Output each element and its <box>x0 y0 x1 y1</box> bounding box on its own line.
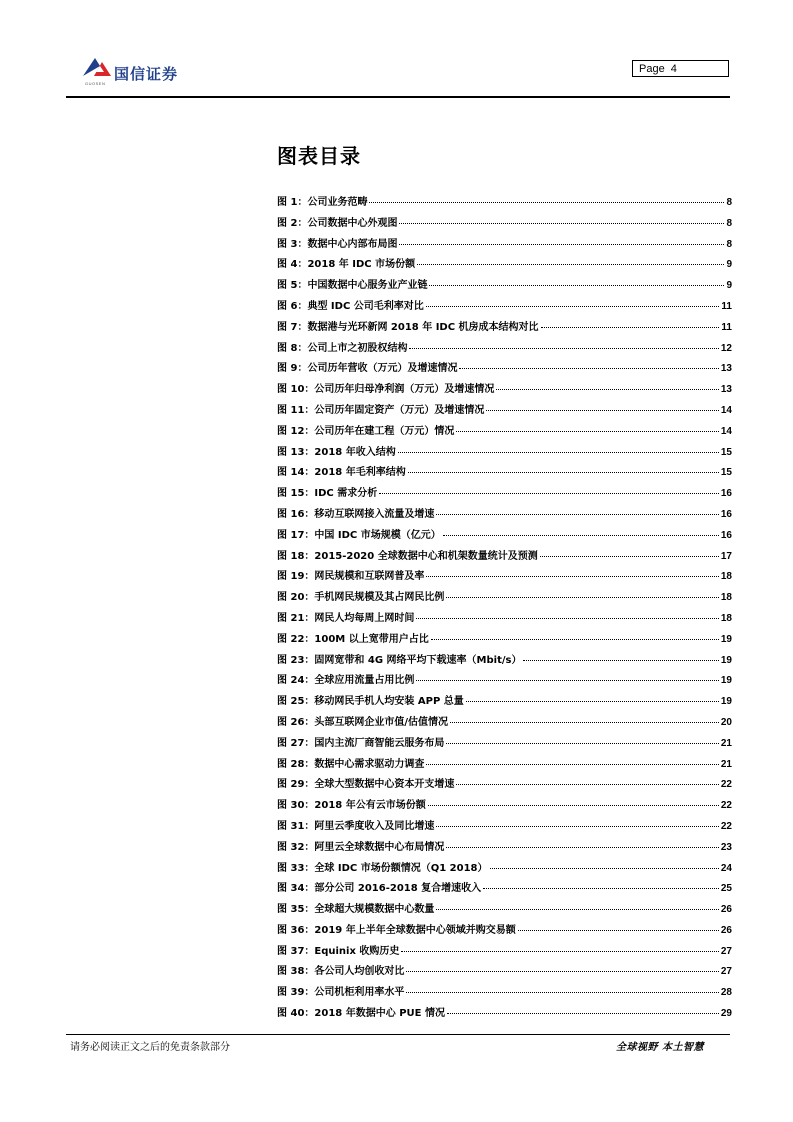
toc-dot-leader <box>431 639 719 640</box>
toc-entry-page: 26 <box>720 924 732 936</box>
toc-entry-label: 图 2：公司数据中心外观图 <box>277 217 398 229</box>
toc-entry-page: 20 <box>720 716 732 728</box>
toc-dot-leader <box>399 244 724 245</box>
logo-mark-icon <box>80 54 114 82</box>
toc-entry[interactable] <box>277 651 732 672</box>
toc-entry-page: 19 <box>720 633 732 645</box>
toc-entry-label: 图 27：国内主流厂商智能云服务布局 <box>277 737 445 749</box>
toc-entry-label: 图 20：手机网民规模及其占网民比例 <box>277 592 445 604</box>
toc-entry-page: 12 <box>720 342 732 354</box>
toc-entry-label: 图 16：移动互联网接入流量及增速 <box>277 508 435 520</box>
toc-entry-label: 图 4：2018 年 IDC 市场份额 <box>277 259 416 271</box>
toc-entry[interactable] <box>277 775 732 796</box>
toc-entry-label: 图 22：100M 以上宽带用户占比 <box>277 633 429 645</box>
toc-dot-leader <box>408 472 719 473</box>
toc-dot-leader <box>436 826 718 827</box>
toc-entry[interactable] <box>277 630 732 651</box>
page-number: 4 <box>670 63 677 75</box>
toc-entry-page: 9 <box>726 280 732 292</box>
toc-entry-page: 23 <box>720 841 732 853</box>
toc-entry-label: 图 36：2019 年上半年全球数据中心领域并购交易额 <box>277 924 516 936</box>
toc-entry[interactable] <box>277 401 732 422</box>
toc-entry-label: 图 31：阿里云季度收入及同比增速 <box>277 820 435 832</box>
toc-dot-leader <box>443 535 719 536</box>
toc-entry[interactable] <box>277 983 732 1004</box>
toc-entry[interactable] <box>277 796 732 817</box>
toc-dot-leader <box>428 805 719 806</box>
toc-entry-label: 图 18：2015-2020 全球数据中心和机架数量统计及预测 <box>277 550 538 562</box>
toc-entry-page: 16 <box>720 529 732 541</box>
toc-dot-leader <box>379 493 719 494</box>
toc-entry-label: 图 1：公司业务范畴 <box>277 197 368 208</box>
toc-entry-label: 图 32：阿里云全球数据中心布局情况 <box>277 841 445 853</box>
toc-dot-leader <box>540 556 719 557</box>
toc-entry-label: 图 17：中国 IDC 市场规模（亿元） <box>277 529 441 541</box>
page-indicator <box>632 60 729 77</box>
toc-dot-leader <box>486 410 718 411</box>
footer-disclaimer: 请务必阅读正文之后的免责条款部分 <box>70 1042 230 1053</box>
toc-entry[interactable] <box>277 193 732 214</box>
toc-entry[interactable] <box>277 879 732 900</box>
toc-entry-label: 图 25：移动网民手机人均安装 APP 总量 <box>277 696 464 708</box>
toc-entry-page: 14 <box>720 404 732 416</box>
toc-dot-leader <box>401 951 718 952</box>
toc-entry-label: 图 39：公司机柜利用率水平 <box>277 987 405 999</box>
toc-entry[interactable] <box>277 276 732 297</box>
toc-entry-page: 8 <box>726 197 732 208</box>
toc-entry[interactable] <box>277 755 732 776</box>
toc-entry-page: 22 <box>720 779 732 791</box>
toc-entry-page: 13 <box>720 363 732 375</box>
toc-entry-page: 24 <box>720 862 732 874</box>
toc-dot-leader <box>436 514 718 515</box>
toc-dot-leader <box>456 431 718 432</box>
toc-entry-page: 25 <box>720 883 732 895</box>
toc-entry[interactable] <box>277 567 732 588</box>
toc-dot-leader <box>459 368 718 369</box>
toc-entry[interactable] <box>277 235 732 256</box>
toc-entry[interactable] <box>277 422 732 443</box>
toc-dot-leader <box>450 722 719 723</box>
toc-dot-leader <box>541 327 720 328</box>
logo-text: 国信证券 <box>114 65 179 83</box>
toc-entry-page: 17 <box>720 550 732 562</box>
toc-entry-page: 29 <box>720 1008 732 1020</box>
toc-entry-label: 图 24：全球应用流量占用比例 <box>277 675 415 687</box>
toc-dot-leader <box>409 348 718 349</box>
toc-entry-label: 图 8：公司上市之初股权结构 <box>277 342 408 354</box>
toc-entry[interactable] <box>277 318 732 339</box>
footer-divider <box>66 1034 730 1035</box>
toc-entry-label: 图 3：数据中心内部布局图 <box>277 238 398 250</box>
toc-dot-leader <box>466 701 719 702</box>
toc-entry-page: 28 <box>720 987 732 999</box>
toc-entry-page: 21 <box>720 758 732 770</box>
page-label: Page <box>639 63 665 75</box>
toc-entry[interactable] <box>277 900 732 921</box>
toc-dot-leader <box>406 971 718 972</box>
toc-dot-leader <box>496 389 718 390</box>
toc-dot-leader <box>406 992 718 993</box>
toc-entry-page: 22 <box>720 800 732 812</box>
toc-entry-page: 11 <box>721 300 732 312</box>
toc-dot-leader <box>426 576 718 577</box>
toc-entry-label: 图 11：公司历年固定资产（万元）及增速情况 <box>277 404 485 416</box>
toc-entry-page: 8 <box>726 217 732 229</box>
toc-entry-page: 21 <box>720 737 732 749</box>
toc-entry-label: 图 19：网民规模和互联网普及率 <box>277 571 425 583</box>
toc-entry-page: 8 <box>726 238 732 250</box>
toc-entry-page: 27 <box>720 945 732 957</box>
toc-entry-label: 图 33：全球 IDC 市场份额情况（Q1 2018） <box>277 862 488 874</box>
toc-dot-leader <box>446 847 718 848</box>
logo-subtext: GUOSEN <box>85 81 106 86</box>
toc-entry-page: 19 <box>720 696 732 708</box>
toc-entry[interactable] <box>277 692 732 713</box>
toc-entry[interactable] <box>277 380 732 401</box>
toc-entry[interactable] <box>277 443 732 464</box>
toc-entry-label: 图 21：网民人均每周上网时间 <box>277 612 415 624</box>
table-of-figures <box>277 193 732 1025</box>
toc-dot-leader <box>417 264 724 265</box>
toc-dot-leader <box>399 223 724 224</box>
toc-entry[interactable] <box>277 484 732 505</box>
toc-entry-page: 18 <box>720 592 732 604</box>
toc-dot-leader <box>369 202 724 203</box>
toc-entry-page: 11 <box>721 321 732 333</box>
toc-entry[interactable] <box>277 359 732 380</box>
toc-dot-leader <box>426 306 720 307</box>
toc-entry[interactable] <box>277 547 732 568</box>
toc-dot-leader <box>483 888 719 889</box>
toc-entry[interactable] <box>277 463 732 484</box>
toc-entry[interactable] <box>277 609 732 630</box>
toc-entry-label: 图 38：各公司人均创收对比 <box>277 966 405 978</box>
toc-entry-page: 26 <box>720 904 732 916</box>
toc-entry-label: 图 35：全球超大规模数据中心数量 <box>277 904 435 916</box>
toc-entry-label: 图 9：公司历年营收（万元）及增速情况 <box>277 363 458 375</box>
toc-entry-page: 13 <box>720 384 732 396</box>
toc-entry-label: 图 12：公司历年在建工程（万元）情况 <box>277 425 455 437</box>
toc-entry[interactable] <box>277 526 732 547</box>
toc-dot-leader <box>518 930 719 931</box>
toc-entry-page: 16 <box>720 508 732 520</box>
toc-entry-label: 图 28：数据中心需求驱动力调查 <box>277 758 425 770</box>
toc-entry[interactable] <box>277 838 732 859</box>
toc-entry[interactable] <box>277 255 732 276</box>
toc-dot-leader <box>447 1013 719 1014</box>
toc-entry-label: 图 37：Equinix 收购历史 <box>277 945 400 957</box>
toc-entry-label: 图 15：IDC 需求分析 <box>277 488 378 500</box>
toc-entry-label: 图 23：固网宽带和 4G 网络平均下载速率（Mbit/s） <box>277 654 522 666</box>
toc-entry-label: 图 29：全球大型数据中心资本开支增速 <box>277 779 455 791</box>
toc-dot-leader <box>446 597 718 598</box>
toc-entry[interactable] <box>277 942 732 963</box>
toc-entry-page: 15 <box>720 446 732 458</box>
toc-entry[interactable] <box>277 962 732 983</box>
toc-entry[interactable] <box>277 921 732 942</box>
toc-entry[interactable] <box>277 734 732 755</box>
toc-entry[interactable] <box>277 214 732 235</box>
toc-dot-leader <box>416 680 718 681</box>
toc-entry-label: 图 34：部分公司 2016-2018 复合增速收入 <box>277 883 482 895</box>
toc-entry[interactable] <box>277 339 732 360</box>
toc-dot-leader <box>416 618 718 619</box>
toc-entry-page: 27 <box>720 966 732 978</box>
toc-entry[interactable] <box>277 1004 732 1025</box>
toc-entry-page: 14 <box>720 425 732 437</box>
toc-entry[interactable] <box>277 297 732 318</box>
toc-entry-label: 图 40：2018 年数据中心 PUE 情况 <box>277 1008 445 1020</box>
toc-entry-label: 图 14：2018 年毛利率结构 <box>277 467 406 479</box>
toc-entry-page: 18 <box>720 571 732 583</box>
toc-dot-leader <box>490 868 719 869</box>
toc-dot-leader <box>523 660 718 661</box>
toc-dot-leader <box>429 285 724 286</box>
toc-dot-leader <box>456 784 718 785</box>
toc-entry-label: 图 13：2018 年收入结构 <box>277 446 396 458</box>
toc-entry[interactable] <box>277 588 732 609</box>
toc-entry[interactable] <box>277 713 732 734</box>
toc-entry-page: 19 <box>720 654 732 666</box>
page-title: 图表目录 <box>277 144 361 168</box>
toc-dot-leader <box>398 452 719 453</box>
toc-entry-page: 16 <box>720 488 732 500</box>
toc-entry-page: 15 <box>720 467 732 479</box>
toc-entry[interactable] <box>277 817 732 838</box>
footer-slogan: 全球视野 本土智慧 <box>616 1042 704 1053</box>
toc-dot-leader <box>446 743 718 744</box>
toc-entry-label: 图 6：典型 IDC 公司毛利率对比 <box>277 300 424 312</box>
toc-dot-leader <box>436 909 718 910</box>
toc-entry-label: 图 30：2018 年公有云市场份额 <box>277 800 426 812</box>
toc-dot-leader <box>426 764 718 765</box>
toc-entry[interactable] <box>277 859 732 880</box>
toc-entry-label: 图 10：公司历年归母净利润（万元）及增速情况 <box>277 384 495 396</box>
toc-entry-page: 19 <box>720 675 732 687</box>
toc-entry-page: 22 <box>720 820 732 832</box>
toc-entry[interactable] <box>277 671 732 692</box>
toc-entry-page: 18 <box>720 612 732 624</box>
toc-entry-label: 图 5：中国数据中心服务业产业链 <box>277 280 428 292</box>
toc-entry[interactable] <box>277 505 732 526</box>
company-logo <box>80 54 220 90</box>
toc-entry-label: 图 7：数据港与光环新网 2018 年 IDC 机房成本结构对比 <box>277 321 539 333</box>
header-divider <box>66 96 730 98</box>
toc-entry-page: 9 <box>726 259 732 271</box>
toc-entry-label: 图 26：头部互联网企业市值/估值情况 <box>277 716 449 728</box>
